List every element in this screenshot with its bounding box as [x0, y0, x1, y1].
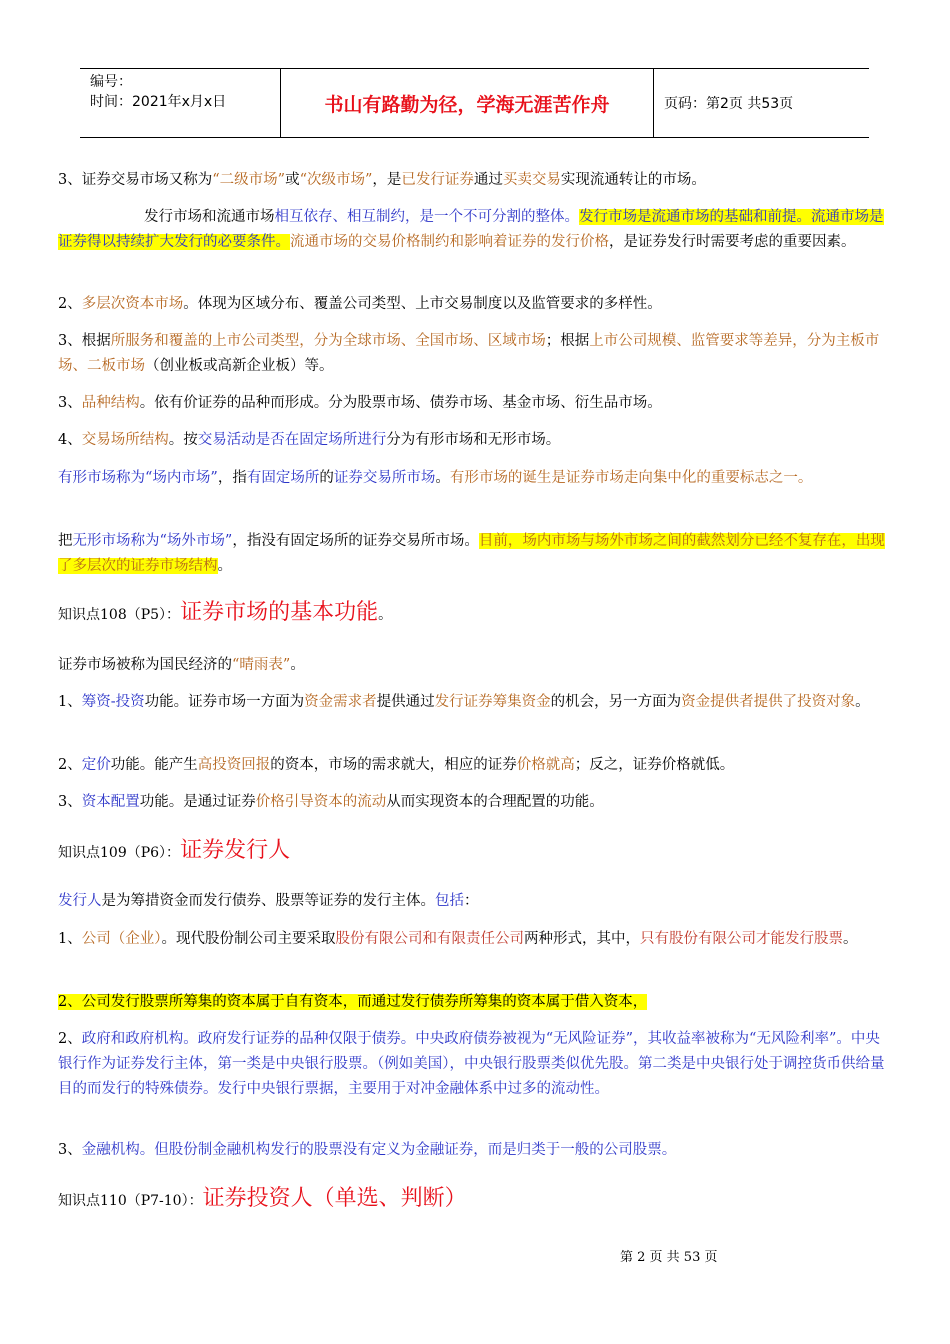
para-otc-market: 把无形市场称为“场外市场”，指没有固定场所的证券交易所市场。目前，场内市场与场外市场之间的截然划分已经不复存在，出现了多层次的证券市场结构。	[58, 533, 885, 574]
page-footer: 第 2 页 共 53 页	[620, 1250, 718, 1265]
para-barometer: 证券市场被称为国民经济的“晴雨表”。	[58, 657, 305, 673]
para-product-structure: 3、品种结构。依有价证券的品种而形成。分为股票市场、债券市场、基金市场、衍生品市场。	[58, 395, 662, 411]
para-capital-source: 2、公司发行股票所筹集的资本属于自有资本，而通过发行债券所筹集的资本属于借入资本，	[58, 994, 648, 1010]
header-page-number: 页码：第2页 共53页	[664, 96, 794, 112]
para-venue-structure: 4、交易场所结构。按交易活动是否在固定场所进行分为有形市场和无形市场。	[58, 432, 561, 448]
para-government-issuer: 2、政府和政府机构。政府发行证券的品种仅限于债券。中央政府债券被视为“无风险证券”，其收益率被称为“无风险利率”。中央银行作为证券发行主体，第一类是中央银行股票。（例如美国），中央银行股票类似优先股。第二类是中央银行处于调控货币供给量目的而发行的特殊债券。发行中央银行票据，主要用于对冲金融体系中过多的流动性。	[58, 1031, 885, 1097]
page-header	[80, 68, 869, 138]
header-serial: 编号：	[90, 74, 132, 90]
section-title: 证券发行人	[180, 838, 291, 863]
para-market-tiers: 3、根据所服务和覆盖的上市公司类型，分为全球市场、全国市场、区域市场；根据上市公司规模、监管要求等差异，分为主板市场、二板市场（创业板或高新企业板）等。	[58, 333, 880, 374]
section-title: 证券市场的基本功能	[180, 600, 379, 625]
header-motto: 书山有路勤为径，学海无涯苦作舟	[281, 69, 654, 137]
para-multilevel-market: 2、多层次资本市场。体现为区域分布、覆盖公司类型、上市交易制度以及监管要求的多样性。	[58, 296, 662, 312]
para-financial-institutions: 3、金融机构。但股份制金融机构发行的股票没有定义为金融证券，而是归类于一般的公司股票。	[58, 1142, 677, 1158]
para-exchange-market: 有形市场称为“场内市场”，指有固定场所的证券交易所市场。有形市场的诞生是证券市场走向集中化的重要标志之一。	[58, 470, 813, 486]
para-market-relationship: 发行市场和流通市场相互依存、相互制约，是一个不可分割的整体。发行市场是流通市场的基础和前提。流通市场是证券得以持续扩大发行的必要条件。流通市场的交易价格制约和影响着证券的发行价格，是证券发行时需要考虑的重要因素。	[58, 209, 884, 250]
para-company-issuer: 1、公司（企业）。现代股份制公司主要采取股份有限公司和有限责任公司两种形式，其中，只有股份有限公司才能发行股票。	[58, 931, 858, 947]
para-secondary-market: 3、证券交易市场又称为“二级市场”或“次级市场”，是已发行证券通过买卖交易实现流通转让的市场。	[58, 172, 706, 188]
knowledge-point-108: 知识点108（P5）：证券市场的基本功能。	[58, 600, 393, 625]
header-date: 时间：2021年x月x日	[90, 94, 227, 110]
para-issuer-definition: 发行人是为筹措资金而发行债券、股票等证券的发行主体。包括：	[58, 893, 479, 909]
knowledge-point-109: 知识点109（P6）：证券发行人	[58, 838, 291, 863]
para-pricing-function: 2、定价功能。能产生高投资回报的资本，市场的需求就大，相应的证券价格就高；反之，证券价格就低。	[58, 757, 735, 773]
section-title: 证券投资人（单选、判断）	[202, 1186, 467, 1211]
knowledge-point-110: 知识点110（P7-10）：证券投资人（单选、判断）	[58, 1186, 467, 1211]
header-meta	[80, 69, 281, 137]
para-allocation-function: 3、资本配置功能。是通过证券价格引导资本的流动从而实现资本的合理配置的功能。	[58, 794, 604, 810]
para-financing-function: 1、筹资-投资功能。证券市场一方面为资金需求者提供通过发行证券筹集资金的机会，另一方面为资金提供者提供了投资对象。	[58, 694, 870, 710]
